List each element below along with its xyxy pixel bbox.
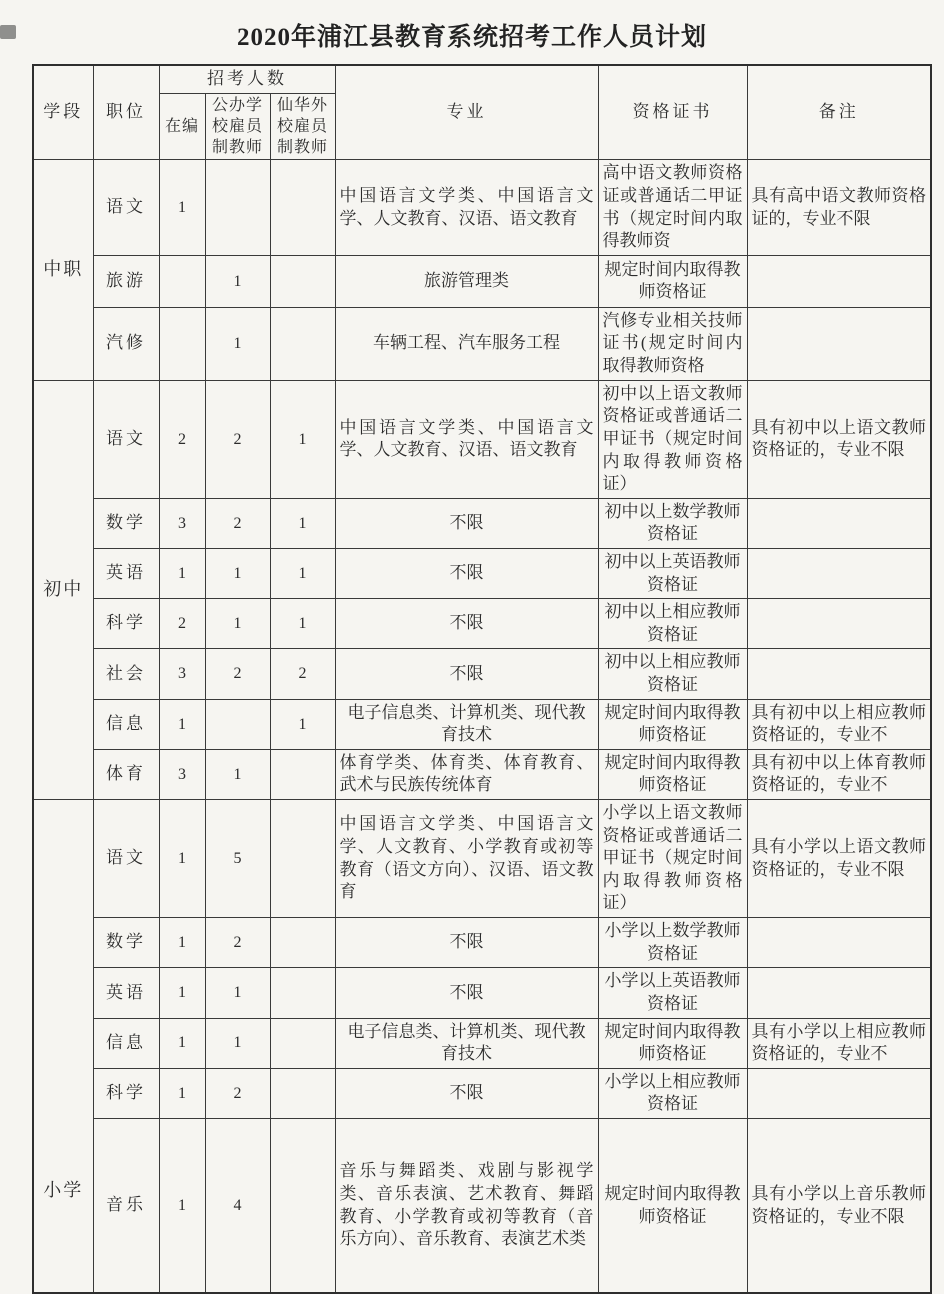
in-staff-count-cell: 1 <box>159 968 205 1018</box>
xianhua-school-count-cell: 1 <box>270 380 335 498</box>
public-school-count-cell: 1 <box>205 599 270 649</box>
table-row <box>33 599 931 649</box>
remark-cell <box>747 599 931 649</box>
xianhua-school-count-cell <box>270 1118 335 1293</box>
table-row <box>33 749 931 799</box>
major-cell: 旅游管理类 <box>335 255 598 307</box>
table-row <box>33 800 931 918</box>
remark-cell <box>747 307 931 380</box>
stage-cell: 中职 <box>33 160 93 380</box>
xianhua-school-count-cell <box>270 749 335 799</box>
certificate-cell: 小学以上英语教师资格证 <box>598 968 747 1018</box>
certificate-cell: 初中以上数学教师资格证 <box>598 498 747 548</box>
table-row <box>33 968 931 1018</box>
remark-cell <box>747 968 931 1018</box>
column-header-public-school-teacher: 公办学校雇员制教师 <box>205 93 270 160</box>
public-school-count-cell: 2 <box>205 918 270 968</box>
public-school-count-cell: 1 <box>205 548 270 598</box>
xianhua-school-count-cell <box>270 918 335 968</box>
certificate-cell: 规定时间内取得教师资格证 <box>598 255 747 307</box>
position-cell: 社会 <box>93 649 159 699</box>
public-school-count-cell: 5 <box>205 800 270 918</box>
remark-cell: 具有初中以上相应教师资格证的，专业不 <box>747 699 931 749</box>
major-cell: 中国语言文学类、中国语言文学、人文教育、汉语、语文教育 <box>335 380 598 498</box>
table-row <box>33 1118 931 1293</box>
certificate-cell: 规定时间内取得教师资格证 <box>598 749 747 799</box>
public-school-count-cell: 1 <box>205 307 270 380</box>
certificate-cell: 小学以上相应教师资格证 <box>598 1068 747 1118</box>
certificate-cell: 初中以上相应教师资格证 <box>598 599 747 649</box>
stage-cell: 小学 <box>33 800 93 1294</box>
major-cell: 不限 <box>335 649 598 699</box>
public-school-count-cell: 2 <box>205 1068 270 1118</box>
major-cell: 电子信息类、计算机类、现代教育技术 <box>335 1018 598 1068</box>
xianhua-school-count-cell <box>270 800 335 918</box>
in-staff-count-cell: 1 <box>159 699 205 749</box>
position-cell: 语文 <box>93 800 159 918</box>
in-staff-count-cell: 1 <box>159 1068 205 1118</box>
public-school-count-cell: 2 <box>205 380 270 498</box>
xianhua-school-count-cell <box>270 968 335 1018</box>
table-header <box>33 65 931 160</box>
column-header-recruit-count: 招考人数 <box>159 65 335 93</box>
scan-artifact <box>0 25 16 39</box>
table-row <box>33 380 931 498</box>
xianhua-school-count-cell: 2 <box>270 649 335 699</box>
remark-cell <box>747 548 931 598</box>
xianhua-school-count-cell: 1 <box>270 548 335 598</box>
xianhua-school-count-cell: 1 <box>270 498 335 548</box>
certificate-cell: 汽修专业相关技师证书(规定时间内取得教师资格 <box>598 307 747 380</box>
major-cell: 不限 <box>335 498 598 548</box>
xianhua-school-count-cell: 1 <box>270 699 335 749</box>
public-school-count-cell: 1 <box>205 749 270 799</box>
public-school-count-cell: 2 <box>205 649 270 699</box>
in-staff-count-cell <box>159 307 205 380</box>
public-school-count-cell: 1 <box>205 255 270 307</box>
remark-cell: 具有小学以上相应教师资格证的，专业不 <box>747 1018 931 1068</box>
position-cell: 汽修 <box>93 307 159 380</box>
column-header-certificate: 资格证书 <box>598 65 747 160</box>
table-row <box>33 307 931 380</box>
position-cell: 语文 <box>93 160 159 255</box>
major-cell: 不限 <box>335 1068 598 1118</box>
remark-cell: 具有初中以上体育教师资格证的，专业不 <box>747 749 931 799</box>
xianhua-school-count-cell <box>270 255 335 307</box>
major-cell: 电子信息类、计算机类、现代教育技术 <box>335 699 598 749</box>
column-header-stage: 学段 <box>33 65 93 160</box>
major-cell: 中国语言文学类、中国语言文学、人文教育、小学教育或初等教育（语文方向）、汉语、语文教育 <box>335 800 598 918</box>
table-row <box>33 649 931 699</box>
xianhua-school-count-cell <box>270 1068 335 1118</box>
in-staff-count-cell <box>159 255 205 307</box>
public-school-count-cell: 4 <box>205 1118 270 1293</box>
remark-cell: 具有初中以上语文教师资格证的，专业不限 <box>747 380 931 498</box>
page-title: 2020年浦江县教育系统招考工作人员计划 <box>236 24 707 51</box>
certificate-cell: 规定时间内取得教师资格证 <box>598 1118 747 1293</box>
table-row <box>33 699 931 749</box>
public-school-count-cell: 1 <box>205 968 270 1018</box>
column-header-xianhua-school-teacher: 仙华外校雇员制教师 <box>270 93 335 160</box>
remark-cell <box>747 255 931 307</box>
column-header-major: 专业 <box>335 65 598 160</box>
public-school-count-cell <box>205 699 270 749</box>
position-cell: 数学 <box>93 498 159 548</box>
position-cell: 英语 <box>93 968 159 1018</box>
xianhua-school-count-cell: 1 <box>270 599 335 649</box>
column-header-in-staff: 在编 <box>159 93 205 160</box>
certificate-cell: 小学以上数学教师资格证 <box>598 918 747 968</box>
xianhua-school-count-cell <box>270 307 335 380</box>
position-cell: 科学 <box>93 599 159 649</box>
in-staff-count-cell: 2 <box>159 380 205 498</box>
certificate-cell: 规定时间内取得教师资格证 <box>598 699 747 749</box>
in-staff-count-cell: 3 <box>159 498 205 548</box>
in-staff-count-cell: 1 <box>159 160 205 255</box>
certificate-cell: 高中语文教师资格证或普通话二甲证书（规定时间内取得教师资 <box>598 160 747 255</box>
position-cell: 信息 <box>93 699 159 749</box>
public-school-count-cell <box>205 160 270 255</box>
in-staff-count-cell: 1 <box>159 800 205 918</box>
public-school-count-cell: 1 <box>205 1018 270 1068</box>
table-body <box>33 160 931 1294</box>
major-cell: 不限 <box>335 599 598 649</box>
table-row <box>33 1018 931 1068</box>
table-row <box>33 160 931 255</box>
certificate-cell: 初中以上语文教师资格证或普通话二甲证书（规定时间内取得教师资格证） <box>598 380 747 498</box>
table-row <box>33 918 931 968</box>
remark-cell <box>747 498 931 548</box>
table-row <box>33 548 931 598</box>
certificate-cell: 初中以上英语教师资格证 <box>598 548 747 598</box>
remark-cell <box>747 1068 931 1118</box>
remark-cell: 具有高中语文教师资格证的，专业不限 <box>747 160 931 255</box>
major-cell: 车辆工程、汽车服务工程 <box>335 307 598 380</box>
position-cell: 音乐 <box>93 1118 159 1293</box>
remark-cell <box>747 649 931 699</box>
in-staff-count-cell: 1 <box>159 918 205 968</box>
position-cell: 体育 <box>93 749 159 799</box>
in-staff-count-cell: 2 <box>159 599 205 649</box>
stage-cell: 初中 <box>33 380 93 799</box>
table-row <box>33 1068 931 1118</box>
in-staff-count-cell: 1 <box>159 548 205 598</box>
remark-cell: 具有小学以上语文教师资格证的，专业不限 <box>747 800 931 918</box>
in-staff-count-cell: 3 <box>159 749 205 799</box>
public-school-count-cell: 2 <box>205 498 270 548</box>
column-header-position: 职位 <box>93 65 159 160</box>
position-cell: 旅游 <box>93 255 159 307</box>
in-staff-count-cell: 1 <box>159 1018 205 1068</box>
remark-cell: 具有小学以上音乐教师资格证的，专业不限 <box>747 1118 931 1293</box>
major-cell: 中国语言文学类、中国语言文学、人文教育、汉语、语文教育 <box>335 160 598 255</box>
position-cell: 科学 <box>93 1068 159 1118</box>
in-staff-count-cell: 3 <box>159 649 205 699</box>
remark-cell <box>747 918 931 968</box>
major-cell: 体育学类、体育类、体育教育、武术与民族传统体育 <box>335 749 598 799</box>
certificate-cell: 小学以上语文教师资格证或普通话二甲证书（规定时间内取得教师资格证） <box>598 800 747 918</box>
in-staff-count-cell: 1 <box>159 1118 205 1293</box>
position-cell: 英语 <box>93 548 159 598</box>
major-cell: 音乐与舞蹈类、戏剧与影视学类、音乐表演、艺术教育、舞蹈教育、小学教育或初等教育（音乐方向）、音乐教育、表演艺术类 <box>335 1118 598 1293</box>
position-cell: 信息 <box>93 1018 159 1068</box>
position-cell: 语文 <box>93 380 159 498</box>
column-header-remark: 备注 <box>747 65 931 160</box>
table-row <box>33 255 931 307</box>
certificate-cell: 规定时间内取得教师资格证 <box>598 1018 747 1068</box>
xianhua-school-count-cell <box>270 1018 335 1068</box>
certificate-cell: 初中以上相应教师资格证 <box>598 649 747 699</box>
major-cell: 不限 <box>335 918 598 968</box>
major-cell: 不限 <box>335 548 598 598</box>
table-row <box>33 498 931 548</box>
xianhua-school-count-cell <box>270 160 335 255</box>
major-cell: 不限 <box>335 968 598 1018</box>
position-cell: 数学 <box>93 918 159 968</box>
recruitment-plan-table <box>32 64 932 1294</box>
